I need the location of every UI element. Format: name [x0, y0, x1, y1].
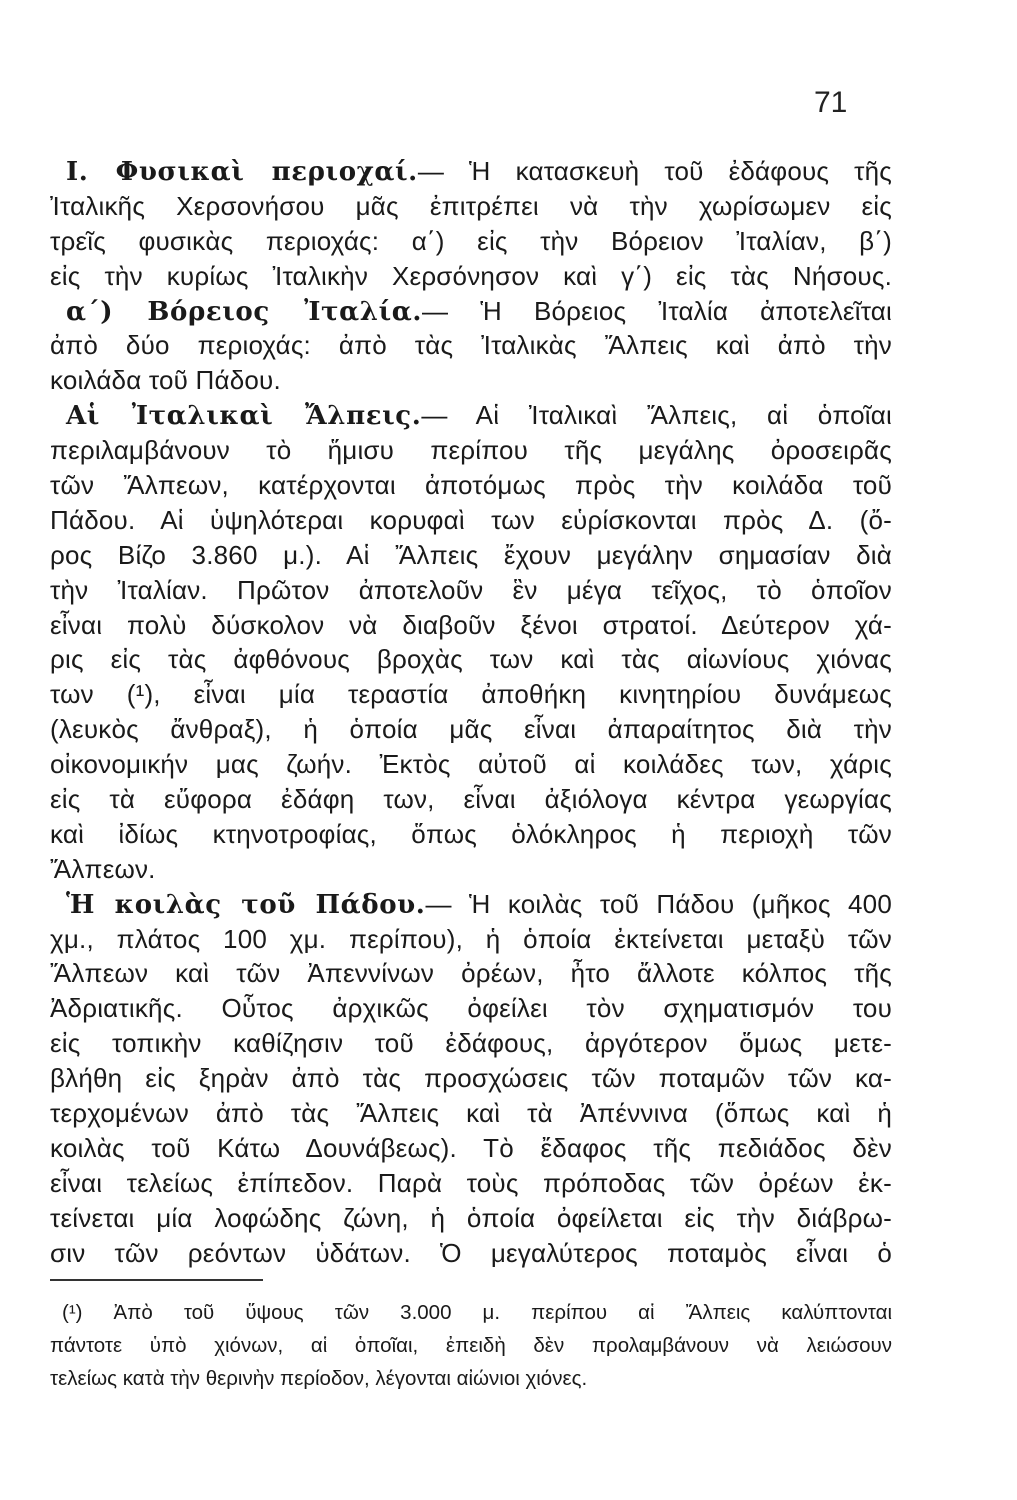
text-line: εἶναι τελείως ἐπίπεδον. Παρὰ τοὺς πρόποδας τῶν ὀρέων ἐκ- — [50, 1167, 892, 1198]
text-line: ἀπὸ δύο περιοχάς: ἀπὸ τὰς Ἰταλικὰς Ἄλπεις καὶ ἀπὸ τὴν — [50, 330, 892, 361]
text-line: σιν τῶν ρεόντων ὑδάτων. Ὁ μεγαλύτερος ποταμὸς εἶναι ὁ — [50, 1237, 892, 1268]
section-heading-po-valley: Ἡ κοιλὰς τοῦ Πάδου. — [66, 889, 426, 920]
text-line: τῶν Ἄλπεων, κατέρχονται ἀποτόμως πρὸς τὴν κοιλάδα τοῦ — [50, 470, 892, 501]
section-heading-northern-italy: α΄) Βόρειος Ἰταλία. — [66, 296, 423, 327]
text-line: κοιλάδα τοῦ Πάδου. — [50, 365, 281, 396]
text-line: εἰς τοπικὴν καθίζησιν τοῦ ἐδάφους, ἀργότερον ὅμως μετε- — [50, 1028, 892, 1059]
text-line: χμ., πλάτος 100 χμ. περίπου), ἡ ὁποία ἐκτείνεται μεταξὺ τῶν — [50, 923, 892, 954]
text-line: τρεῖς φυσικὰς περιοχάς: α΄) εἰς τὴν Βόρειον Ἰταλίαν, β΄) — [50, 225, 892, 256]
text-line: κοιλὰς τοῦ Κάτω Δουνάβεως). Τὸ ἔδαφος τῆς πεδιάδος δὲν — [50, 1132, 892, 1163]
text-line: Πάδου. Αἱ ὑψηλότεραι κορυφαὶ των εὑρίσκονται πρὸς Δ. (ὄ- — [50, 504, 892, 535]
text-line: α΄) Βόρειος Ἰταλία.— Ἡ Βόρειος Ἰταλία ἀποτελεῖται — [66, 295, 892, 327]
footnote — [50, 1296, 892, 1395]
text-line: οἰκονομικήν μας ζωήν. Ἐκτὸς αὐτοῦ αἱ κοιλάδες των, χάρις — [50, 749, 892, 780]
text-line: Αἱ Ἰταλικαὶ Ἄλπεις.— Αἱ Ἰταλικαὶ Ἄλπεις, αἱ ὁποῖαι — [66, 400, 892, 432]
text-line: ρος Βίζο 3.860 μ.). Αἱ Ἄλπεις ἔχουν μεγάλην σημασίαν διὰ — [50, 539, 892, 570]
page-number: 71 — [814, 86, 848, 119]
text-line: εἶναι πολὺ δύσκολον νὰ διαβοῦν ξένοι στρατοί. Δεύτερον χά- — [50, 609, 892, 640]
main-text — [50, 154, 892, 1271]
text-line: καὶ ἰδίως κτηνοτροφίας, ὅπως ὁλόκληρος ἡ περιοχὴ τῶν — [50, 818, 892, 849]
text-line: (λευκὸς ἄνθραξ), ἡ ὁποία μᾶς εἶναι ἀπαραίτητος διὰ τὴν — [50, 714, 892, 745]
footnote-line: (¹) Ἀπὸ τοῦ ὕψους τῶν 3.000 μ. περίπου αἱ Ἄλπεις καλύπτονται — [62, 1301, 892, 1324]
text-line: I. Φυσικαὶ περιοχαί.— Ἡ κατασκευὴ τοῦ ἐδάφους τῆς — [66, 156, 893, 187]
footnote-divider — [50, 1279, 263, 1281]
text-line: περιλαμβάνουν τὸ ἥμισυ περίπου τῆς μεγάλης ὀροσειρᾶς — [50, 435, 892, 466]
section-heading-italian-alps: Αἱ Ἰταλικαὶ Ἄλπεις. — [66, 401, 422, 432]
text-line: εἰς τὰ εὔφορα ἐδάφη των, εἶναι ἀξιόλογα κέντρα γεωργίας — [50, 784, 892, 815]
text-line: τείνεται μία λοφώδης ζώνη, ἡ ὁποία ὀφείλεται εἰς τὴν διάβρω- — [50, 1202, 892, 1233]
text-line: Ἡ κοιλὰς τοῦ Πάδου.— Ἡ κοιλὰς τοῦ Πάδου (μῆκος 400 — [66, 888, 892, 920]
text-line: Ἄλπεων καὶ τῶν Ἀπεννίνων ὀρέων, ἦτο ἄλλοτε κόλπος τῆς — [50, 958, 892, 989]
text-line: Ἰταλικῆς Χερσονήσου μᾶς ἐπιτρέπει νὰ τὴν χωρίσωμεν εἰς — [50, 190, 892, 221]
footnote-line: πάντοτε ὑπὸ χιόνων, αἱ ὁποῖαι, ἐπειδὴ δὲν προλαμβάνουν νὰ λειώσουν — [50, 1334, 892, 1357]
text-line: τὴν Ἰταλίαν. Πρῶτον ἀποτελοῦν ἓν μέγα τεῖχος, τὸ ὁποῖον — [50, 574, 892, 605]
text-line: των (¹), εἶναι μία τεραστία ἀποθήκη κινητηρίου δυνάμεως — [50, 679, 892, 710]
text-line: τερχομένων ἀπὸ τὰς Ἄλπεις καὶ τὰ Ἀπέννινα (ὅπως καὶ ἡ — [50, 1098, 892, 1129]
footnote-line: τελείως κατὰ τὴν θερινὴν περίοδον, λέγονται αἰώνιοι χιόνες. — [50, 1367, 588, 1390]
text-line: βλήθη εἰς ξηρὰν ἀπὸ τὰς προσχώσεις τῶν ποταμῶν τῶν κα- — [50, 1063, 892, 1094]
text-line: Ἀδριατικῆς. Οὗτος ἀρχικῶς ὀφείλει τὸν σχηματισμόν του — [50, 993, 892, 1024]
section-heading-physical-regions: I. Φυσικαὶ περιοχαί. — [66, 157, 418, 187]
text-line: Ἄλπεων. — [50, 853, 156, 884]
text-line: εἰς τὴν κυρίως Ἰταλικὴν Χερσόνησον καὶ γ΄) εἰς τὰς Νήσους. — [50, 260, 892, 291]
text-line: ρις εἰς τὰς ἀφθόνους βροχὰς των καὶ τὰς αἰωνίους χιόνας — [50, 644, 892, 675]
